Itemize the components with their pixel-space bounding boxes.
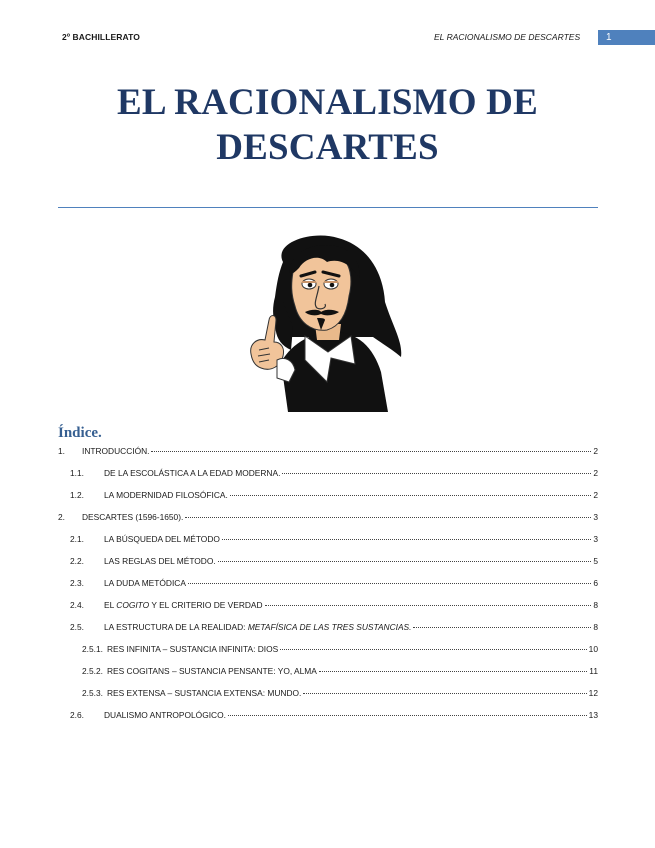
toc-entry-2-5-3[interactable] <box>82 688 598 698</box>
toc-entry-number: 1.1. <box>70 468 84 478</box>
toc-entry-2-6[interactable] <box>70 710 598 720</box>
header-document-title: EL RACIONALISMO DE DESCARTES <box>434 32 581 42</box>
descartes-caricature-illustration <box>243 232 411 412</box>
toc-entry-2-3[interactable] <box>70 578 598 588</box>
toc-entry-number: 2. <box>58 512 65 522</box>
toc-leader-dots <box>282 473 591 474</box>
toc-entry-page: 11 <box>589 666 598 676</box>
toc-entry-page: 2 <box>593 490 598 500</box>
toc-entry-page: 8 <box>593 622 598 632</box>
toc-entry-page: 3 <box>593 512 598 522</box>
toc-entry-number: 2.4. <box>70 600 84 610</box>
toc-entry-page: 13 <box>588 710 598 720</box>
page-number-badge: 1 <box>598 30 655 45</box>
index-heading: Índice. <box>58 425 102 441</box>
toc-entry-label: RES COGITANS – SUSTANCIA PENSANTE: YO, ALMA <box>106 666 317 676</box>
toc-entry-page: 3 <box>593 534 598 544</box>
toc-entry-page: 2 <box>593 446 598 456</box>
toc-entry-page: 8 <box>593 600 598 610</box>
toc-entry-label: EL COGITO Y EL CRITERIO DE VERDAD <box>104 600 263 610</box>
toc-entry-number: 2.1. <box>70 534 84 544</box>
toc-entry-label: DESCARTES (1596-1650). <box>82 512 184 522</box>
toc-entry-page: 12 <box>588 688 598 698</box>
toc-leader-dots <box>222 539 591 540</box>
toc-entry-2-5[interactable] <box>70 622 598 632</box>
toc-leader-dots <box>218 561 592 562</box>
toc-leader-dots <box>151 451 591 452</box>
toc-entry-2[interactable] <box>58 512 598 522</box>
toc-leader-dots <box>188 583 591 584</box>
toc-entry-2-5-1[interactable] <box>82 644 598 654</box>
toc-entry-number: 2.5.3. <box>82 688 103 698</box>
toc-entry-number: 1.2. <box>70 490 84 500</box>
toc-entry-2-1[interactable] <box>70 534 598 544</box>
toc-entry-label: LA BÚSQUEDA DEL MÉTODO <box>104 534 220 544</box>
toc-leader-dots <box>228 715 587 716</box>
toc-entry-page: 6 <box>593 578 598 588</box>
toc-entry-number: 2.5. <box>70 622 84 632</box>
toc-entry-number: 2.5.2. <box>82 666 103 676</box>
toc-entry-label: INTRODUCCIÓN. <box>82 446 150 456</box>
toc-entry-1-2[interactable] <box>70 490 598 500</box>
toc-leader-dots <box>319 671 587 672</box>
toc-entry-label: RES EXTENSA – SUSTANCIA EXTENSA: MUNDO. <box>106 688 302 698</box>
toc-entry-label: LA DUDA METÓDICA <box>104 578 186 588</box>
toc-entry-page: 2 <box>593 468 598 478</box>
title-divider <box>58 207 598 208</box>
toc-entry-2-5-2[interactable] <box>82 666 598 676</box>
toc-entry-number: 2.6. <box>70 710 84 720</box>
toc-entry-page: 5 <box>593 556 598 566</box>
toc-entry-number: 2.2. <box>70 556 84 566</box>
toc-entry-number: 2.3. <box>70 578 84 588</box>
toc-leader-dots <box>413 627 591 628</box>
toc-leader-dots <box>185 517 591 518</box>
document-title-line1: EL RACIONALISMO DE <box>117 82 538 123</box>
toc-entry-label: LAS REGLAS DEL MÉTODO. <box>104 556 216 566</box>
toc-entry-label: LA ESTRUCTURA DE LA REALIDAD: METAFÍSICA DE LAS TRES SUSTANCIAS. <box>104 622 412 632</box>
toc-leader-dots <box>303 693 586 694</box>
header-course: 2º BACHILLERATO <box>62 32 140 42</box>
toc-leader-dots <box>280 649 586 650</box>
toc-entry-1[interactable] <box>58 446 598 456</box>
toc-entry-page: 10 <box>588 644 598 654</box>
toc-entry-2-4[interactable] <box>70 600 598 610</box>
toc-leader-dots <box>230 495 592 496</box>
document-title <box>0 80 655 170</box>
document-title-line2: DESCARTES <box>216 127 439 168</box>
toc-leader-dots <box>265 605 592 606</box>
toc-entry-2-2[interactable] <box>70 556 598 566</box>
toc-entry-number: 1. <box>58 446 65 456</box>
toc-entry-label: DUALISMO ANTROPOLÓGICO. <box>104 710 226 720</box>
toc-entry-label: LA MODERNIDAD FILOSÓFICA. <box>104 490 228 500</box>
toc-entry-number: 2.5.1. <box>82 644 103 654</box>
toc-entry-1-1[interactable] <box>70 468 598 478</box>
toc-entry-label: RES INFINITA – SUSTANCIA INFINITA: DIOS <box>106 644 279 654</box>
toc-entry-label: DE LA ESCOLÁSTICA A LA EDAD MODERNA. <box>104 468 281 478</box>
